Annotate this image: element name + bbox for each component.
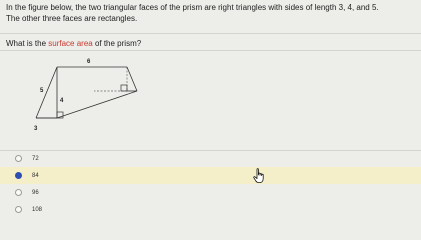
option-label: 96 xyxy=(32,189,39,196)
label-base: 3 xyxy=(34,126,38,132)
question-text xyxy=(6,38,141,49)
option-label: 72 xyxy=(32,155,39,162)
prism-bottom-edge xyxy=(57,91,137,118)
prism-figure xyxy=(0,50,150,140)
radio-button[interactable] xyxy=(15,206,22,213)
right-angle-marker-back xyxy=(121,85,127,91)
hand-pointer-icon xyxy=(253,168,265,184)
option-row-3[interactable] xyxy=(0,201,421,218)
question-highlight: surface area xyxy=(48,39,93,48)
option-row-1[interactable] xyxy=(0,167,421,184)
radio-button[interactable] xyxy=(15,189,22,196)
divider-top xyxy=(0,33,421,34)
label-height: 4 xyxy=(60,98,64,104)
prism-back-hypotenuse xyxy=(127,67,137,91)
problem-line-2: The other three faces are rectangles. xyxy=(6,14,138,23)
option-label: 84 xyxy=(32,172,39,179)
answer-options xyxy=(0,150,421,218)
question-prefix: What is the xyxy=(6,39,49,48)
problem-statement xyxy=(6,2,416,24)
radio-button[interactable] xyxy=(15,155,22,162)
label-top-length: 6 xyxy=(87,59,91,65)
option-row-2[interactable] xyxy=(0,184,421,201)
question-suffix: of the prism? xyxy=(92,39,142,48)
label-hypotenuse: 5 xyxy=(40,88,44,94)
problem-line-1: In the figure below, the two triangular faces of the prism are right triangles with sides of length 3, 4, and 5. xyxy=(6,3,379,12)
radio-button-selected[interactable] xyxy=(15,172,22,179)
option-label: 108 xyxy=(32,206,43,213)
option-row-0[interactable] xyxy=(0,150,421,167)
